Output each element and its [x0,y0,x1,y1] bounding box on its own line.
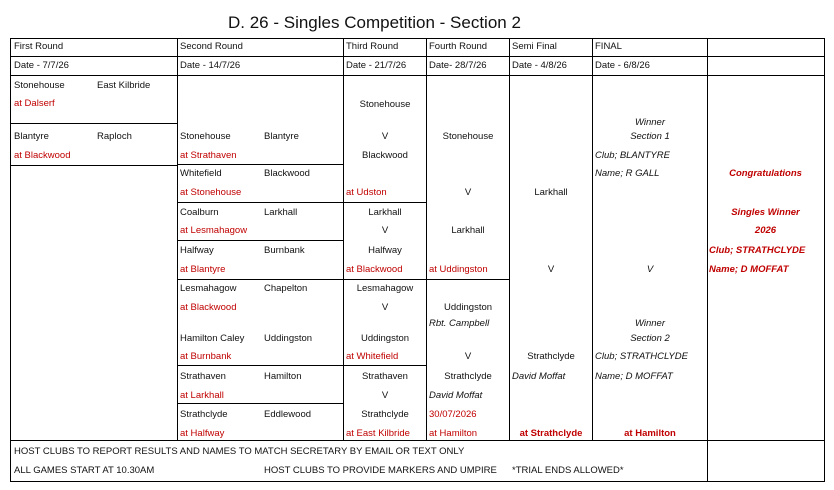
second-round-venue: at Lesmahagow [180,225,248,236]
champion-club: Club; STRATHCLYDE [709,245,806,256]
date-first-round: Date - 7/7/26 [14,60,69,71]
grid-line [177,202,344,203]
first-round-venue: at Blackwood [14,150,71,161]
final-winner-name: Name; R GALL [595,168,660,179]
second-round-venue: at Halfway [180,428,225,439]
champion-year: 2026 [754,225,777,236]
footer-start-time: ALL GAMES START AT 10.30AM [14,465,155,476]
grid-line [177,240,344,241]
champion-congrats: Congratulations [729,168,802,179]
grid-line [10,38,825,39]
final-winner-club: Club; STRATHCLYDE [595,351,688,362]
third-round-away: Halfway [368,245,402,256]
third-round-away: Blackwood [362,150,408,161]
date-fourth-round: Date- 28/7/26 [429,60,487,71]
fourth-round-note: David Moffat [429,390,483,401]
final-venue: at Hamilton [624,428,676,439]
second-round-away: Hamilton [264,371,302,382]
second-round-venue: at Larkhall [180,390,224,401]
fourth-round-date: 30/07/2026 [429,409,477,420]
semi-final-away: Strathclyde [527,351,575,362]
grid-line [343,202,427,203]
first-round-away: East Kilbride [97,80,151,91]
header-second-round: Second Round [180,41,243,52]
fourth-round-away: Strathclyde [444,371,492,382]
champion-name: Name; D MOFFAT [709,264,789,275]
date-second-round: Date - 14/7/26 [180,60,241,71]
grid-line [10,56,825,57]
fourth-round-home: Stonehouse [442,131,494,142]
second-round-away: Burnbank [264,245,305,256]
date-final: Date - 6/8/26 [595,60,650,71]
grid-line [10,481,825,482]
third-round-venue: at East Kilbride [346,428,410,439]
second-round-home: Strathaven [180,371,226,382]
first-round-home: Stonehouse [14,80,65,91]
final-winner-section: Section 1 [630,131,670,142]
third-round-vs: V [381,131,389,142]
fourth-round-away: Larkhall [451,225,485,236]
second-round-away: Larkhall [264,207,298,218]
second-round-venue: at Strathaven [180,150,237,161]
second-round-home: Lesmahagow [180,283,237,294]
fourth-round-venue: at Hamilton [429,428,478,439]
semi-final-note: David Moffat [512,371,566,382]
header-first-round: First Round [14,41,64,52]
final-vs: V [646,264,654,275]
final-winner-section: Section 2 [630,333,670,344]
grid-line [824,38,825,482]
header-semi-final: Semi Final [512,41,557,52]
second-round-home: Coalburn [180,207,219,218]
third-round-venue: at Udston [346,187,387,198]
fourth-round-vs: V [464,187,472,198]
header-final: FINAL [595,41,622,52]
second-round-venue: at Blantyre [180,264,226,275]
semi-final-home: Larkhall [534,187,568,198]
date-semi-final: Date - 4/8/26 [512,60,567,71]
header-third-round: Third Round [346,41,399,52]
footer-trial-ends: *TRIAL ENDS ALLOWED* [512,465,624,476]
second-round-venue: at Burnbank [180,351,232,362]
footer-note: HOST CLUBS TO REPORT RESULTS AND NAMES TO MATCH SECRETARY BY EMAIL OR TEXT ONLY [14,446,465,457]
final-winner-label: Winner [634,117,665,128]
second-round-away: Chapelton [264,283,308,294]
grid-line [10,165,178,166]
fourth-round-vs: V [464,351,472,362]
second-round-away: Eddlewood [264,409,312,420]
third-round-vs: V [381,225,389,236]
champion-heading: Singles Winner [731,207,800,218]
grid-line [10,123,178,124]
grid-line [426,279,510,280]
footer-markers: HOST CLUBS TO PROVIDE MARKERS AND UMPIRE [264,465,497,476]
grid-line [707,38,708,482]
third-round-vs: V [381,302,389,313]
first-round-home: Blantyre [14,131,49,142]
grid-line [177,321,178,322]
first-round-away: Raploch [97,131,132,142]
third-round-venue: at Blackwood [346,264,403,275]
second-round-away: Blackwood [264,168,310,179]
grid-line [177,403,344,404]
grid-line [10,38,11,482]
final-winner-label: Winner [634,318,665,329]
third-round-home: Stonehouse [359,99,411,110]
grid-line [177,365,344,366]
final-winner-club: Club; BLANTYRE [595,150,670,161]
grid-line [177,164,344,165]
fourth-round-note: Rbt. Campbell [429,318,490,329]
second-round-venue: at Stonehouse [180,187,242,198]
final-winner-name: Name; D MOFFAT [595,371,673,382]
grid-line [343,365,427,366]
grid-line [10,75,825,76]
grid-line [343,279,427,280]
fourth-round-venue: at Uddingston [429,264,488,275]
fourth-round-home: Uddingston [443,302,493,313]
second-round-home: Strathclyde [180,409,228,420]
third-round-away: Strathclyde [361,409,409,420]
header-fourth-round: Fourth Round [429,41,488,52]
grid-line [10,440,825,441]
second-round-away: Uddingston [264,333,313,344]
semi-final-venue: at Strathclyde [519,428,583,439]
second-round-away: Blantyre [264,131,299,142]
second-round-home: Stonehouse [180,131,231,142]
second-round-home: Halfway [180,245,214,256]
second-round-home: Hamilton Caley [180,333,245,344]
first-round-venue: at Dalserf [14,98,55,109]
third-round-vs: V [381,390,389,401]
third-round-home: Larkhall [368,207,402,218]
grid-line [177,279,344,280]
third-round-away: Uddingston [360,333,410,344]
semi-final-vs: V [547,264,555,275]
date-third-round: Date - 21/7/26 [346,60,407,71]
third-round-home: Lesmahagow [356,283,414,294]
third-round-venue: at Whitefield [346,351,399,362]
third-round-home: Strathaven [362,371,408,382]
grid-line [592,38,593,441]
second-round-home: Whitefield [180,168,222,179]
second-round-venue: at Blackwood [180,302,237,313]
page-title: D. 26 - Singles Competition - Section 2 [228,13,521,32]
